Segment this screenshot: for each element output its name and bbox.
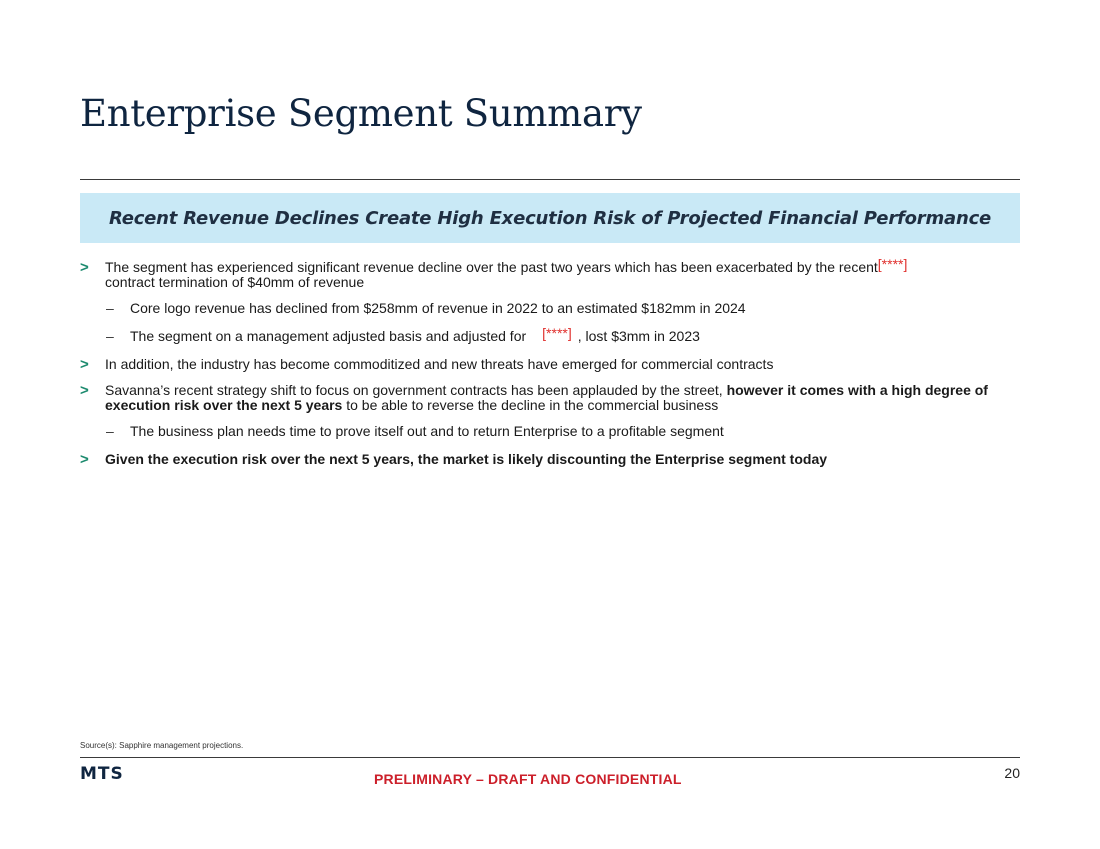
sub-bullet-item <box>80 424 1010 439</box>
page-number: 20 <box>1004 765 1020 781</box>
bullet-item <box>80 383 1010 413</box>
bullet-list <box>80 256 1010 478</box>
sub-bullet-text: Core logo revenue has declined from $258mm of revenue in 2022 to an estimated $182mm in 2024 <box>130 300 746 316</box>
company-logo: MTS <box>80 764 124 784</box>
page-title: Enterprise Segment Summary <box>80 92 642 135</box>
bullet-text: The segment has experienced significant revenue decline over the past two years which has been exacerbated by the recent <box>105 259 878 275</box>
dash-marker: – <box>106 328 114 344</box>
bullet-item <box>80 357 1010 372</box>
dash-marker: – <box>106 300 114 316</box>
bullet-bold-text: Given the execution risk over the next 5 years, the market is likely discounting the Enterprise segment today <box>105 451 828 467</box>
headline-banner <box>80 193 1020 243</box>
redaction-mark: [****] <box>542 325 572 341</box>
sub-bullet-item <box>80 325 1010 344</box>
sub-bullet-text: The segment on a management adjusted basis and adjusted for <box>130 328 527 344</box>
bullet-item <box>80 452 1010 467</box>
bullet-bold-text: however it comes with a high degree of execution risk over the next 5 years <box>105 382 988 413</box>
banner-text: Recent Revenue Declines Create High Execution Risk of Projected Financial Performance <box>108 207 992 229</box>
bullet-text: In addition, the industry has become commoditized and new threats have emerged for commercial contracts <box>105 356 774 372</box>
footer-divider <box>80 757 1020 758</box>
chevron-right-icon: > <box>80 356 89 373</box>
bullet-text-cont: contract termination of $40mm of revenue <box>105 274 365 290</box>
redaction-mark: [****] <box>877 256 908 272</box>
sub-bullet-text-cont: , lost $3mm in 2023 <box>577 328 700 344</box>
confidential-label: PRELIMINARY – DRAFT AND CONFIDENTIAL <box>374 771 682 787</box>
bullet-text-cont: to be able to reverse the decline in the commercial business <box>346 397 719 413</box>
bullet-item <box>80 256 1010 290</box>
source-note: Source(s): Sapphire management projections. <box>80 741 244 750</box>
sub-bullet-text: The business plan needs time to prove itself out and to return Enterprise to a profitable segment <box>130 423 724 439</box>
chevron-right-icon: > <box>80 451 89 468</box>
bullet-text: Savanna’s recent strategy shift to focus on government contracts has been applauded by the street, <box>105 382 723 398</box>
chevron-right-icon: > <box>80 382 89 399</box>
dash-marker: – <box>106 423 114 439</box>
title-divider <box>80 179 1020 180</box>
chevron-right-icon: > <box>80 259 89 276</box>
sub-bullet-item <box>80 301 1010 316</box>
